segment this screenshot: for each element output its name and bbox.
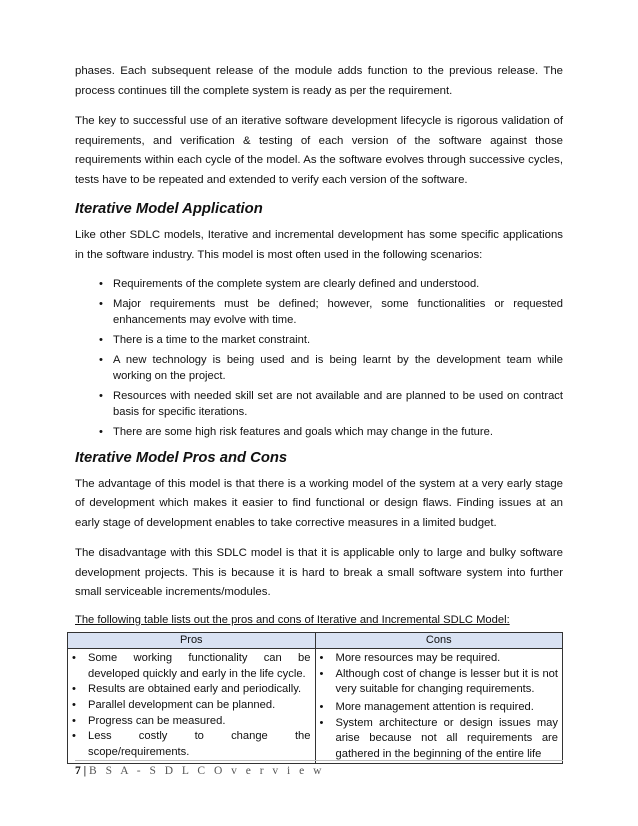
bullet-icon: •: [99, 297, 103, 310]
bullet-icon: •: [99, 333, 103, 346]
bullet-icon: •: [99, 389, 103, 402]
document-page: [72, 62, 563, 764]
pros-cons-heading: Iterative Model Pros and Cons: [75, 449, 288, 466]
bullet-icon: •: [319, 651, 324, 664]
bullet-icon: •: [99, 278, 103, 290]
pros-cell: [68, 648, 316, 763]
intro-paragraph-2: The key to successful use of an iterative software development lifecycle is rigorous validation of requirements, and verification & testing of each version of the software against those requirements within each cycle of the model. As the software evolves through successive cycles, tests have to be repeated and extended to verify each version of the software.: [75, 115, 563, 186]
bullet-icon: •: [72, 683, 76, 696]
list-item: • Resources with needed skill set are not available and are planned to be used on contract basis for specific iterations.: [99, 389, 563, 418]
list-item: • Less costly to change the scope/requirements.: [72, 730, 311, 759]
list-item: • System architecture or design issues may arise because not all requirements are gathered in the beginning of the entire life: [319, 716, 558, 761]
list-item: • Although cost of change is lesser but it is not very suitable for changing requirements.: [319, 667, 558, 696]
intro-paragraph-1: phases. Each subsequent release of the module adds function to the previous release. The process continues till the complete system is ready as per the requirement.: [75, 65, 563, 97]
list-item: • More resources may be required.: [320, 651, 559, 667]
footer-title: B S A - S D L C O v e r v i e w: [89, 765, 325, 777]
bullet-icon: •: [99, 353, 103, 366]
list-item: • Major requirements must be defined; however, some functionalities or requested enhancements may evolve with time.: [99, 297, 563, 326]
page-footer: [75, 760, 563, 777]
list-item: • A new technology is being used and is being learnt by the development team while working on the project.: [99, 353, 563, 382]
cons-list: [320, 651, 559, 763]
pros-cons-table: [67, 632, 563, 764]
application-heading: Iterative Model Application: [75, 201, 263, 217]
list-item: • Results are obtained early and periodically.: [72, 682, 311, 698]
list-item: • There are some high risk features and goals which may change in the future.: [101, 424, 563, 440]
advantage-paragraph: The advantage of this model is that there is a working model of the system at a very early stage of development which makes it easier to find functional or design flaws. Finding issues at an early stage of development enables to take corrective measures in a limited budget.: [75, 477, 563, 529]
application-intro: Like other SDLC models, Iterative and incremental development has some specific applications in the software industry. This model is most often used in the following scenarios:: [75, 229, 563, 261]
bullet-icon: •: [72, 698, 76, 711]
list-item: • Parallel development can be planned.: [72, 698, 311, 714]
bullet-icon: •: [72, 714, 76, 727]
pros-list: [72, 651, 311, 761]
disadvantage-paragraph: The disadvantage with this SDLC model is that it is applicable only to large and bulky software development projects. This is because it is hard to break a small software system into further small serviceable increments/modules.: [75, 547, 563, 599]
list-item: • Requirements of the complete system are clearly defined and understood.: [101, 276, 563, 292]
list-item: • There is a time to the market constraint.: [101, 332, 563, 348]
bullet-icon: •: [319, 667, 324, 680]
bullet-icon: •: [319, 700, 324, 713]
bullet-icon: •: [72, 651, 76, 664]
cons-cell: [315, 648, 563, 763]
pros-header: Pros: [68, 632, 316, 648]
list-item: • Some working functionality can be developed quickly and early in the life cycle.: [72, 651, 311, 680]
application-bullet-list: [75, 276, 563, 440]
table-caption: The following table lists out the pros and cons of Iterative and Incremental SDLC Model:: [75, 613, 510, 626]
list-item: • More management attention is required.: [320, 700, 559, 716]
list-item: • Progress can be measured.: [72, 714, 311, 730]
bullet-icon: •: [72, 730, 76, 743]
bullet-icon: •: [319, 716, 324, 729]
page-number: 7 |: [75, 765, 87, 777]
cons-header: Cons: [315, 632, 563, 648]
bullet-icon: •: [99, 425, 103, 438]
